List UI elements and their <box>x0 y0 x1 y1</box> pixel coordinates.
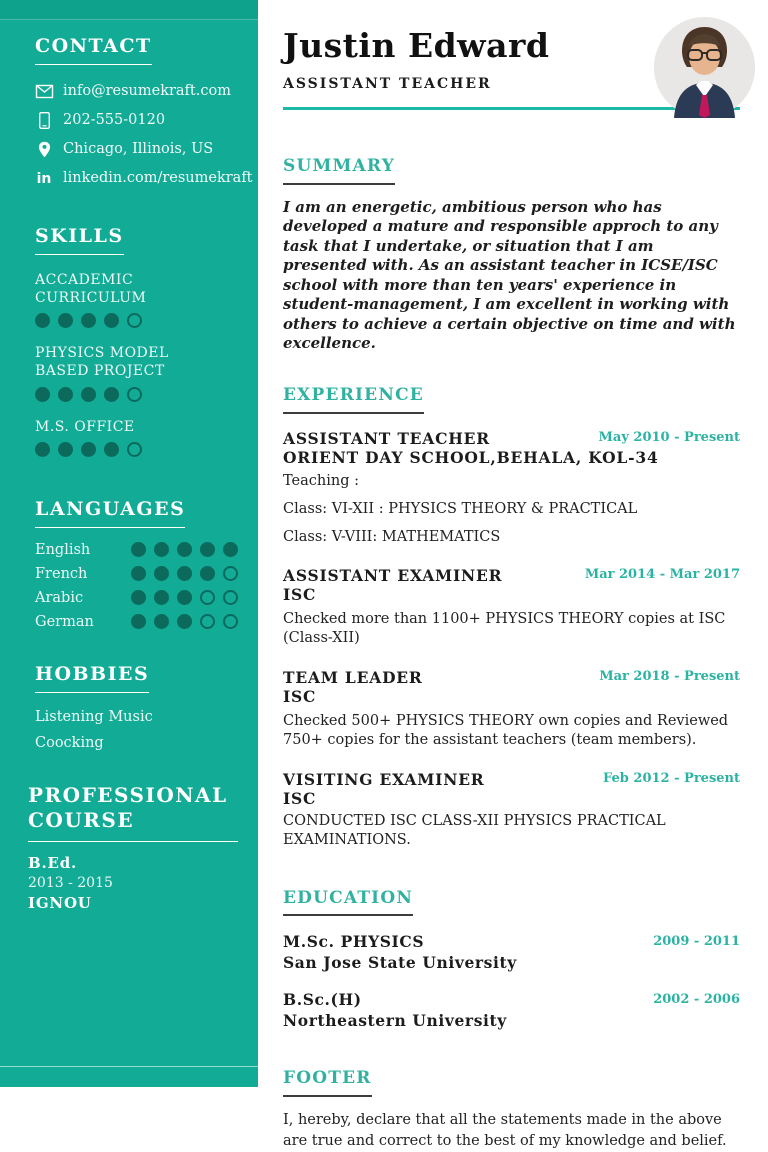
languages-section <box>35 499 238 630</box>
level-dot-filled <box>131 614 146 629</box>
level-dot-filled <box>154 590 169 605</box>
level-dot-empty <box>223 566 238 581</box>
hobbies-section <box>35 664 238 751</box>
contact-row-linkedin <box>35 170 253 188</box>
job-organization: ISC <box>283 789 317 809</box>
education-degree-block <box>283 932 517 974</box>
language-label: French <box>35 565 88 582</box>
skill-label: ACCADEMIC CURRICULUM <box>35 271 147 306</box>
job-description-line: Class: VI-XII : PHYSICS THEORY & PRACTICAL <box>283 500 638 517</box>
level-dot-empty <box>223 590 238 605</box>
job-description-line: Teaching : <box>283 473 359 490</box>
skill-level-dots <box>35 387 238 402</box>
skill-item <box>35 271 238 328</box>
sidebar <box>0 0 258 1087</box>
summary-text: I am an energetic, ambitious person who has developed a mature and responsible approch to any task that I undertake, or situation that I am presented with. As an assistant teacher in ICSE/ISC school with more than ten years' experience in student-management, I am excellent in working with others to achieve a certain objective on time and with excellence. <box>283 197 736 353</box>
level-dot-filled <box>177 566 192 581</box>
job-entry <box>283 668 740 751</box>
level-dot-empty <box>127 387 142 402</box>
language-label: Arabic <box>35 589 84 606</box>
languages-list <box>35 542 238 630</box>
job-title: TEAM LEADER <box>283 667 423 687</box>
language-label: English <box>35 541 91 558</box>
level-dot-filled <box>81 387 96 402</box>
job-entry <box>283 770 740 851</box>
level-dot-filled <box>154 566 169 581</box>
level-dot-filled <box>58 387 73 402</box>
education-degree: B.Sc.(H) <box>283 990 362 1010</box>
job-title: VISITING EXAMINER <box>283 769 485 789</box>
person-role: ASSISTANT TEACHER <box>283 76 492 93</box>
job-toprow <box>283 566 740 585</box>
contact-section <box>35 35 253 188</box>
location-icon <box>35 141 53 159</box>
education-school: Northeastern University <box>283 1011 507 1031</box>
level-dot-empty <box>127 442 142 457</box>
professional-course-section <box>28 783 238 912</box>
summary-section <box>283 156 740 354</box>
level-dot-filled <box>200 566 215 581</box>
skill-item <box>35 344 238 401</box>
summary-heading: SUMMARY <box>283 157 395 185</box>
education-date: 2009 - 2011 <box>653 934 740 950</box>
education-section <box>283 888 740 1032</box>
hobby-item: Coocking <box>35 734 104 751</box>
level-dot-filled <box>131 590 146 605</box>
job-organization: ISC <box>283 585 317 605</box>
skill-level-dots <box>35 313 238 328</box>
language-row <box>35 590 238 606</box>
contact-row-phone <box>35 112 238 130</box>
course-degree: B.Ed. <box>28 853 78 872</box>
job-toprow <box>283 429 740 448</box>
sidebar-content <box>0 0 258 912</box>
level-dot-empty <box>223 614 238 629</box>
job-description-line: Class: V-VIII: MATHEMATICS <box>283 528 501 545</box>
skills-section <box>35 226 238 457</box>
level-dot-filled <box>177 614 192 629</box>
experience-heading: EXPERIENCE <box>283 386 424 414</box>
contact-linkedin[interactable]: linkedin.com/resumekraft <box>63 170 253 187</box>
hobbies-list <box>35 709 238 751</box>
experience-section <box>283 385 740 851</box>
level-dot-filled <box>104 442 119 457</box>
language-level-dots <box>131 566 238 581</box>
languages-heading: LANGUAGES <box>35 499 185 528</box>
language-level-dots <box>131 590 238 605</box>
level-dot-filled <box>81 313 96 328</box>
education-degree: M.Sc. PHYSICS <box>283 932 425 952</box>
education-heading: EDUCATION <box>283 889 413 917</box>
level-dot-filled <box>58 442 73 457</box>
contact-email[interactable]: info@resumekraft.com <box>63 83 231 100</box>
language-row <box>35 614 238 630</box>
contact-heading: CONTACT <box>35 36 152 65</box>
job-toprow <box>283 668 740 687</box>
contact-row-location <box>35 141 238 159</box>
linkedin-icon: in <box>36 170 52 187</box>
hobbies-heading: HOBBIES <box>35 664 149 693</box>
contact-location: Chicago, Illinois, US <box>63 141 214 158</box>
level-dot-filled <box>58 313 73 328</box>
level-dot-filled <box>223 542 238 557</box>
job-entry <box>283 566 740 649</box>
contact-row-email <box>35 83 238 101</box>
level-dot-empty <box>127 313 142 328</box>
job-organization: ISC <box>283 687 317 707</box>
level-dot-filled <box>81 442 96 457</box>
language-level-dots <box>131 542 238 557</box>
skill-label: PHYSICS MODEL BASED PROJECT <box>35 345 169 380</box>
language-row <box>35 542 238 558</box>
level-dot-filled <box>35 313 50 328</box>
skill-level-dots <box>35 442 238 457</box>
education-date: 2002 - 2006 <box>653 992 740 1008</box>
job-title: ASSISTANT EXAMINER <box>283 566 503 586</box>
education-entry <box>283 990 740 1032</box>
hobby-item: Listening Music <box>35 708 153 725</box>
level-dot-filled <box>35 387 50 402</box>
job-description-line: CONDUCTED ISC CLASS-XII PHYSICS PRACTICAL EXAMINATIONS. <box>283 812 666 849</box>
footer-heading: FOOTER <box>283 1069 372 1097</box>
skill-item <box>35 418 238 457</box>
profile-photo <box>654 17 755 118</box>
skills-list <box>35 271 238 457</box>
professional-course-body <box>28 854 238 912</box>
education-degree-block <box>283 990 507 1032</box>
contact-list <box>35 83 253 188</box>
level-dot-filled <box>177 542 192 557</box>
education-school: San Jose State University <box>283 953 517 973</box>
level-dot-filled <box>200 542 215 557</box>
skill-label: M.S. OFFICE <box>35 418 135 435</box>
language-level-dots <box>131 614 238 629</box>
main-column <box>258 0 768 1149</box>
footer-section <box>283 1068 740 1152</box>
course-institute: IGNOU <box>28 893 92 912</box>
education-entry <box>283 932 740 974</box>
job-title: ASSISTANT TEACHER <box>283 428 490 448</box>
phone-icon <box>35 112 53 130</box>
footer-text: I, hereby, declare that all the statements made in the above are true and correct to the best of my knowledge and belief. <box>283 1111 727 1149</box>
level-dot-empty <box>200 590 215 605</box>
job-entry <box>283 429 740 547</box>
level-dot-filled <box>131 566 146 581</box>
skills-heading: SKILLS <box>35 226 124 255</box>
job-date: Mar 2014 - Mar 2017 <box>584 567 740 583</box>
level-dot-empty <box>200 614 215 629</box>
job-date: May 2010 - Present <box>598 429 740 445</box>
level-dot-filled <box>35 442 50 457</box>
job-description-line: Checked more than 1100+ PHYSICS THEORY copies at ISC (Class-XII) <box>283 610 726 647</box>
sidebar-bottom-line <box>0 1066 258 1067</box>
contact-phone[interactable]: 202-555-0120 <box>63 112 166 129</box>
professional-course-heading: PROFESSIONAL COURSE <box>28 783 238 842</box>
level-dot-filled <box>104 313 119 328</box>
level-dot-filled <box>177 590 192 605</box>
course-years: 2013 - 2015 <box>28 874 113 891</box>
job-organization: ORIENT DAY SCHOOL,BEHALA, KOL-34 <box>283 448 659 468</box>
email-icon <box>35 83 53 101</box>
level-dot-filled <box>154 542 169 557</box>
level-dot-filled <box>154 614 169 629</box>
level-dot-filled <box>131 542 146 557</box>
language-label: German <box>35 613 94 630</box>
language-row <box>35 566 238 582</box>
job-date: Mar 2018 - Present <box>599 668 740 684</box>
level-dot-filled <box>104 387 119 402</box>
job-date: Feb 2012 - Present <box>603 770 740 786</box>
person-name: Justin Edward <box>283 26 550 65</box>
job-toprow <box>283 770 740 789</box>
job-description-line: Checked 500+ PHYSICS THEORY own copies and Reviewed 750+ copies for the assistant teachers (team members). <box>283 712 729 749</box>
